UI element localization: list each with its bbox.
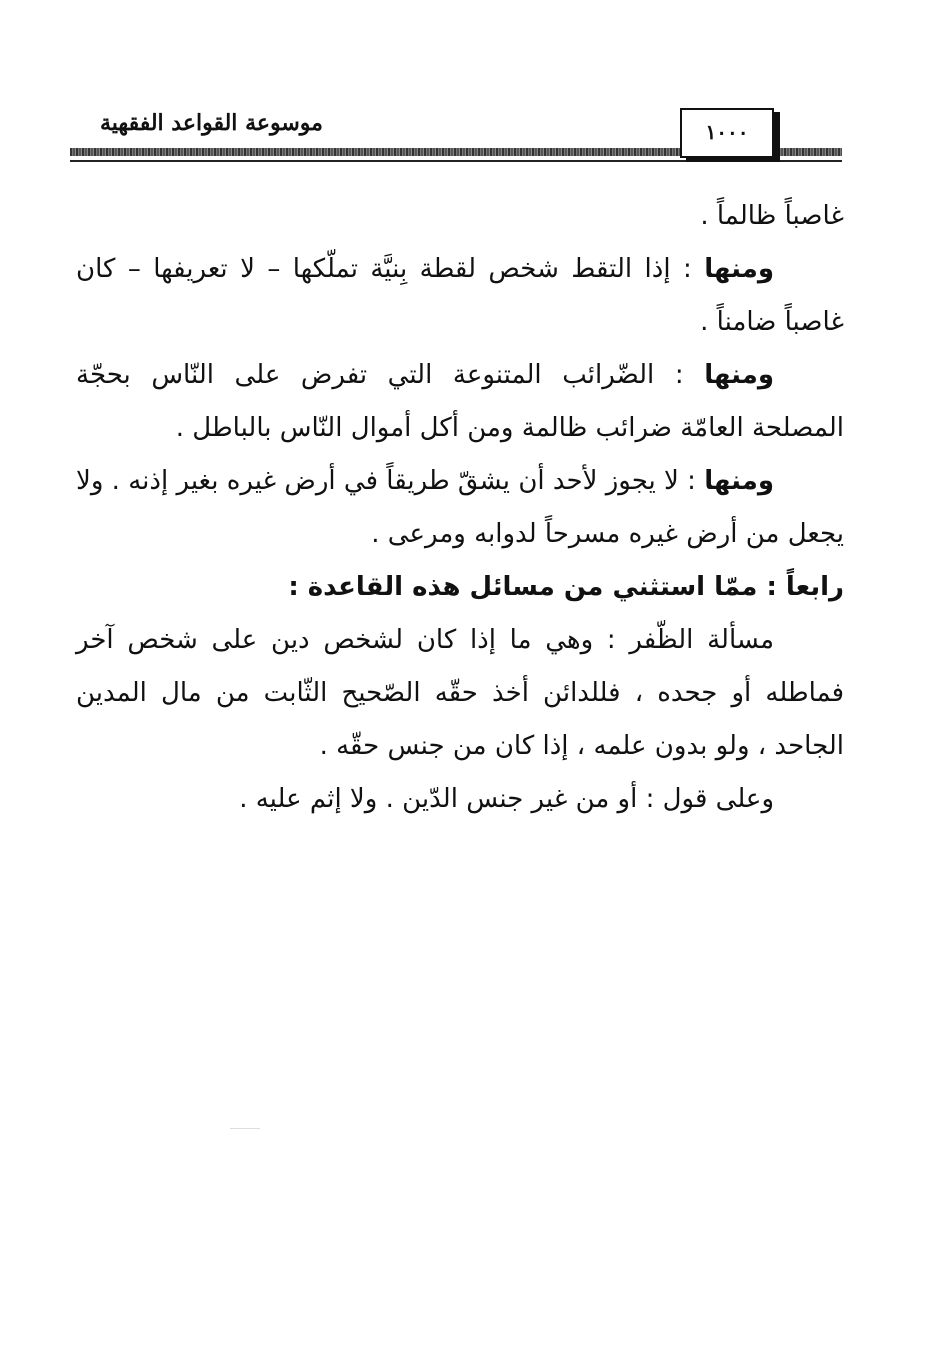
page-content [76, 190, 844, 826]
section-heading: رابعاً : ممّا استثني من مسائل هذه القاعدة : [288, 572, 844, 602]
paragraph-text: : لا يجوز لأحد أن يشقّ طريقاً في أرض غيره بغير إذنه . ولا يجعل من أرض غيره مسرحاً لدوابه ومرعى . [76, 466, 844, 549]
paragraph-text: : إذا التقط شخص لقطة بِنيَّة تملّكها – لا تعريفها – كان غاصباً ضامناً . [76, 254, 844, 337]
keyword-minha: ومنها [704, 466, 774, 496]
paragraph-text: : الضّرائب المتنوعة التي تفرض على النّاس بحجّة المصلحة العامّة ضرائب ظالمة ومن أكل أموال النّاس بالباطل . [76, 360, 844, 443]
paragraph-example-3 [76, 455, 844, 561]
paragraph-text: وعلى قول : أو من غير جنس الدّين . ولا إثم عليه . [239, 784, 774, 814]
paragraph-continuation [76, 190, 844, 243]
book-title: موسوعة القواعد الفقهية [100, 110, 323, 136]
paragraph-text: مسألة الظّفر : وهي ما إذا كان لشخص دين على شخص آخر فماطله أو جحده ، فللدائن أخذ حقّه الصّحيح الثّابت من مال المدين الجاحد ، ولو بدون علمه ، إذا كان من جنس حقّه . [76, 625, 844, 761]
paragraph-example-1 [76, 243, 844, 349]
paragraph-example-2 [76, 349, 844, 455]
keyword-minha: ومنها [704, 254, 774, 284]
keyword-minha: ومنها [704, 360, 774, 390]
paragraph-text: غاصباً ظالماً . [700, 201, 844, 231]
paragraph-zafar [76, 614, 844, 773]
paragraph-opinion [76, 773, 844, 826]
page-header [70, 100, 842, 170]
scan-mark [230, 1128, 260, 1129]
header-rule-thin [70, 160, 842, 162]
page-number: ١٠٠٠ [680, 108, 774, 158]
